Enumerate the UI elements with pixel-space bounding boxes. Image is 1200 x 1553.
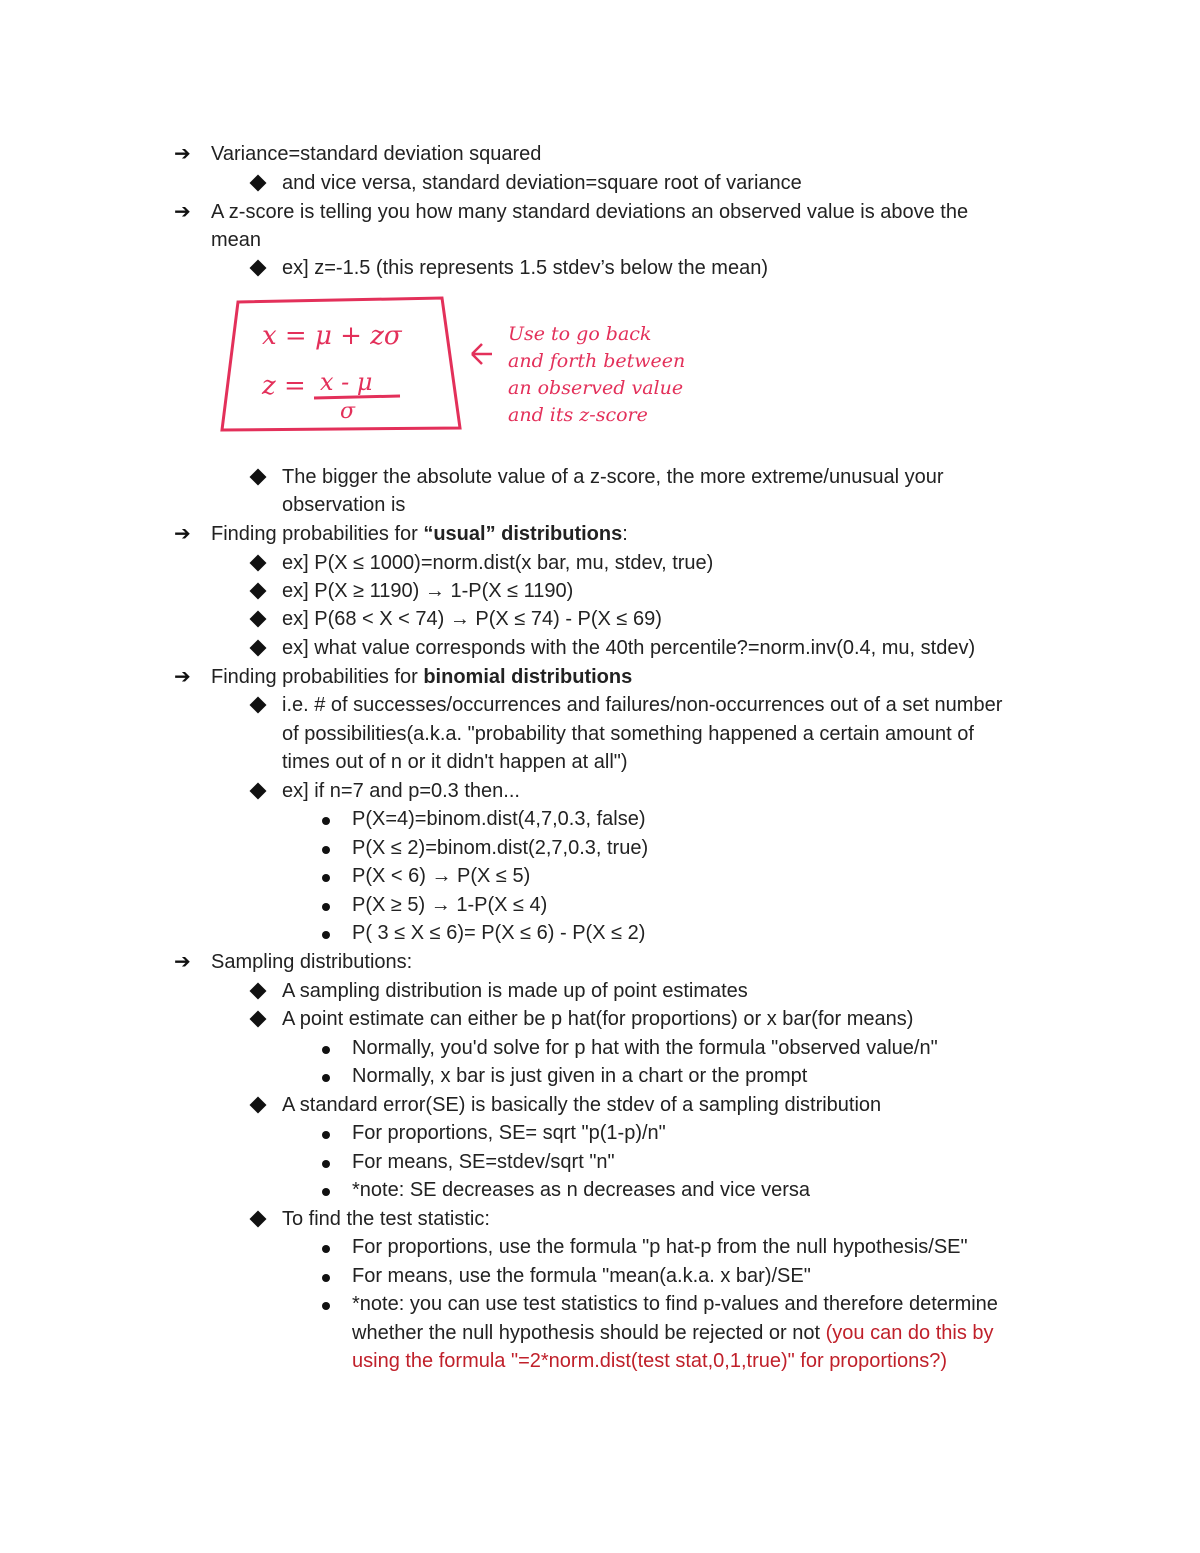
line-text-content: For means, SE=stdev/sqrt "n" bbox=[352, 1151, 615, 1173]
line-text-suffix: : bbox=[622, 523, 628, 545]
line-text bbox=[352, 1319, 994, 1347]
line-text bbox=[352, 1176, 810, 1204]
formula-z-denominator: σ bbox=[340, 399, 356, 424]
line-text-content: *note: you can use test statistics to find p-values and therefore determine bbox=[352, 1293, 998, 1315]
line-text-content: P(X < 6) → P(X ≤ 5) bbox=[352, 865, 531, 887]
line-text-content: P( 3 ≤ X ≤ 6)= P(X ≤ 6) - P(X ≤ 2) bbox=[352, 922, 646, 944]
diamond-bullet-icon bbox=[248, 1205, 278, 1233]
line-text bbox=[282, 777, 520, 805]
line-text bbox=[352, 1262, 811, 1290]
line-text-content: To find the test statistic: bbox=[282, 1208, 490, 1230]
line-text bbox=[282, 491, 405, 519]
line-text bbox=[282, 748, 628, 776]
arrow-right-icon: ➔ bbox=[174, 666, 191, 688]
arrow-right-icon: ➔ bbox=[174, 201, 191, 223]
diamond-bullet-icon bbox=[248, 977, 278, 1005]
line-text bbox=[352, 805, 645, 833]
diamond-bullet-icon bbox=[248, 777, 278, 805]
line-text bbox=[352, 1034, 938, 1062]
dot-bullet-icon bbox=[316, 1119, 346, 1147]
diamond-bullet-icon bbox=[248, 1005, 278, 1033]
diamond-bullet-icon bbox=[248, 169, 278, 197]
line-text-content: ex] what value corresponds with the 40th percentile?=norm.inv(0.4, mu, stdev) bbox=[282, 637, 976, 659]
arrow-right-icon: ➔ bbox=[174, 143, 191, 165]
diamond-bullet-icon bbox=[248, 1091, 278, 1119]
line-text bbox=[352, 891, 547, 919]
line-text bbox=[211, 140, 541, 168]
line-text bbox=[282, 1205, 490, 1233]
line-text bbox=[352, 1290, 998, 1318]
line-text bbox=[282, 549, 713, 577]
line-text-content: i.e. # of successes/occurrences and failures/non-occurrences out of a set number bbox=[282, 694, 1003, 716]
line-text-content: For proportions, use the formula "p hat-p from the null hypothesis/SE" bbox=[352, 1236, 968, 1258]
note-line-4: and its z-score bbox=[508, 404, 648, 426]
line-text bbox=[211, 226, 261, 254]
note-line-2: and forth between bbox=[508, 350, 686, 372]
line-text-content: Sampling distributions: bbox=[211, 951, 413, 973]
line-text-prefix: Finding probabilities for bbox=[211, 523, 424, 545]
line-text-content: P(X ≥ 5) → 1-P(X ≤ 4) bbox=[352, 894, 548, 916]
arrow-right-icon: ➔ bbox=[174, 523, 191, 545]
line-text-content: and vice versa, standard deviation=square root of variance bbox=[282, 172, 802, 194]
dot-bullet-icon bbox=[316, 805, 346, 833]
line-text bbox=[211, 948, 412, 976]
line-text bbox=[352, 1347, 947, 1375]
line-text bbox=[352, 1233, 968, 1261]
line-text-bold: binomial distributions bbox=[423, 666, 633, 688]
line-text-content: Normally, x bar is just given in a chart or the prompt bbox=[352, 1065, 808, 1087]
line-text-content: For proportions, SE= sqrt "p(1-p)/n" bbox=[352, 1122, 666, 1144]
diamond-bullet-icon bbox=[248, 605, 278, 633]
line-text bbox=[282, 254, 768, 282]
line-text-content: mean bbox=[211, 229, 262, 251]
line-text-content: Variance=standard deviation squared bbox=[211, 143, 542, 165]
line-text-content: P(X=4)=binom.dist(4,7,0.3, false) bbox=[352, 808, 646, 830]
note-line-1: Use to go back bbox=[508, 323, 652, 345]
line-text-content: ex] P(68 < X < 74) → P(X ≤ 74) - P(X ≤ 69) bbox=[282, 608, 662, 630]
dot-bullet-icon bbox=[316, 1262, 346, 1290]
dot-bullet-icon bbox=[316, 1062, 346, 1090]
line-text bbox=[352, 834, 648, 862]
line-text bbox=[282, 169, 802, 197]
dot-bullet-icon bbox=[316, 862, 346, 890]
dot-bullet-icon bbox=[316, 1148, 346, 1176]
arrow-right-icon: ➔ bbox=[174, 951, 191, 973]
pointer-arrow-icon bbox=[472, 344, 492, 364]
line-text-bold: “usual” distributions bbox=[423, 523, 623, 545]
fraction-bar bbox=[314, 396, 400, 398]
dot-bullet-icon bbox=[316, 891, 346, 919]
line-text-content: A standard error(SE) is basically the stdev of a sampling distribution bbox=[282, 1094, 882, 1116]
handwritten-formula-sketch bbox=[210, 282, 730, 442]
line-text-highlight: using the formula "=2*norm.dist(test stat,0,1,true)" for proportions?) bbox=[352, 1350, 948, 1372]
note-line-3: an observed value bbox=[508, 377, 684, 399]
diamond-bullet-icon bbox=[248, 549, 278, 577]
diamond-bullet-icon bbox=[248, 254, 278, 282]
line-text-prefix: Finding probabilities for bbox=[211, 666, 424, 688]
formula-z-equals: z = bbox=[262, 371, 306, 401]
line-text-content: Normally, you'd solve for p hat with the formula "observed value/n" bbox=[352, 1037, 938, 1059]
line-text bbox=[282, 463, 943, 491]
dot-bullet-icon bbox=[316, 1290, 346, 1318]
line-text-prefix: whether the null hypothesis should be rejected or not bbox=[352, 1322, 826, 1344]
line-text-content: P(X ≤ 2)=binom.dist(2,7,0.3, true) bbox=[352, 837, 649, 859]
line-text-content: ex] if n=7 and p=0.3 then... bbox=[282, 780, 520, 802]
line-text bbox=[282, 977, 748, 1005]
line-text-content: times out of n or it didn't happen at all") bbox=[282, 751, 628, 773]
line-text bbox=[282, 691, 1002, 719]
line-text bbox=[211, 198, 968, 226]
line-text-content: ex] P(X ≤ 1000)=norm.dist(x bar, mu, stdev, true) bbox=[282, 552, 714, 574]
line-text bbox=[352, 1119, 666, 1147]
line-text-content: ex] z=-1.5 (this represents 1.5 stdev’s below the mean) bbox=[282, 257, 768, 279]
line-text bbox=[282, 605, 662, 633]
diamond-bullet-icon bbox=[248, 634, 278, 662]
line-text-content: The bigger the absolute value of a z-score, the more extreme/unusual your bbox=[282, 466, 944, 488]
diamond-bullet-icon bbox=[248, 577, 278, 605]
line-text bbox=[352, 919, 645, 947]
dot-bullet-icon bbox=[316, 834, 346, 862]
line-text bbox=[352, 862, 530, 890]
dot-bullet-icon bbox=[316, 1034, 346, 1062]
line-text bbox=[282, 634, 975, 662]
dot-bullet-icon bbox=[316, 1233, 346, 1261]
line-text-content: A z-score is telling you how many standard deviations an observed value is above the bbox=[211, 201, 969, 223]
line-text-content: of possibilities(a.k.a. "probability that something happened a certain amount of bbox=[282, 723, 974, 745]
line-text-content: ex] P(X ≥ 1190) → 1-P(X ≤ 1190) bbox=[282, 580, 574, 602]
dot-bullet-icon bbox=[316, 1176, 346, 1204]
diamond-bullet-icon bbox=[248, 463, 278, 491]
line-text-content: For means, use the formula "mean(a.k.a. x bar)/SE" bbox=[352, 1265, 811, 1287]
line-text-content: A point estimate can either be p hat(for proportions) or x bar(for means) bbox=[282, 1008, 914, 1030]
line-text bbox=[352, 1148, 615, 1176]
line-text-highlight: (you can do this by bbox=[825, 1322, 994, 1344]
line-text bbox=[282, 1005, 913, 1033]
line-text-content: observation is bbox=[282, 494, 406, 516]
formula-z-numerator: x - μ bbox=[320, 368, 373, 396]
diamond-bullet-icon bbox=[248, 691, 278, 719]
line-text-content: *note: SE decreases as n decreases and vice versa bbox=[352, 1179, 811, 1201]
line-text bbox=[282, 1091, 881, 1119]
line-text bbox=[282, 577, 573, 605]
line-text bbox=[352, 1062, 807, 1090]
line-text bbox=[211, 520, 628, 548]
line-text-content: A sampling distribution is made up of point estimates bbox=[282, 980, 748, 1002]
line-text bbox=[282, 720, 974, 748]
dot-bullet-icon bbox=[316, 919, 346, 947]
line-text bbox=[211, 663, 632, 691]
formula-x-equals: x = μ + zσ bbox=[262, 321, 402, 351]
